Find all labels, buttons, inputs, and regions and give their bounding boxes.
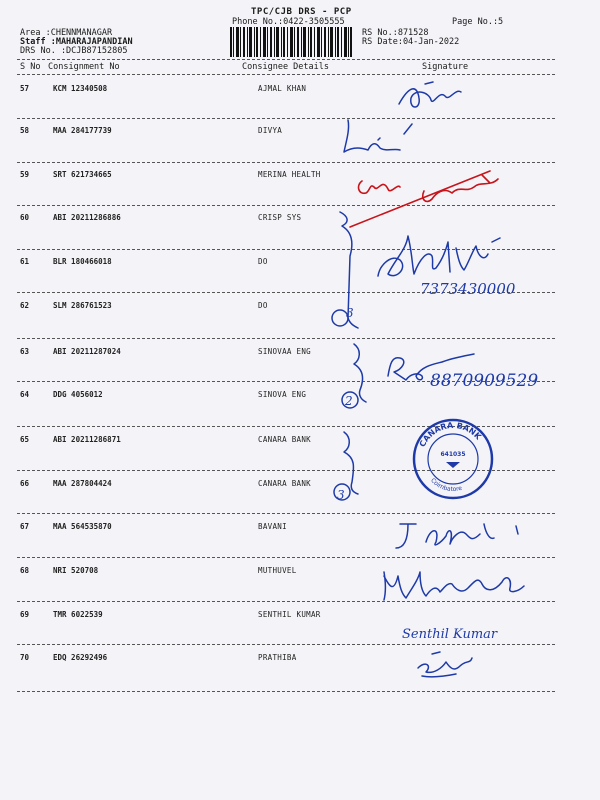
- row-consignment-number: SRT 621734665: [53, 170, 112, 179]
- row-serial-number: 63: [20, 347, 30, 356]
- row-consignee-name: DO: [258, 257, 268, 266]
- row-consignment-number: ABI 20211286886: [53, 213, 121, 222]
- signature-69: [400, 616, 520, 646]
- svg-text:Senthil Kumar: Senthil Kumar: [402, 627, 498, 642]
- svg-text:641035: 641035: [440, 451, 466, 458]
- row-consignee-name: MUTHUVEL: [258, 566, 297, 575]
- row-serial-number: 61: [20, 257, 30, 266]
- row-consignment-number: DDG 4056012: [53, 390, 103, 399]
- row-consignment-number: KCM 12340508: [53, 84, 108, 93]
- row-consignment-number: MAA 284177739: [53, 126, 112, 135]
- row-serial-number: 60: [20, 213, 30, 222]
- row-consignment-number: MAA 564535870: [53, 522, 112, 531]
- row-serial-number: 57: [20, 84, 30, 93]
- brace-66-number: [335, 484, 355, 504]
- brace-64-number: [343, 390, 363, 410]
- row-serial-number: 64: [20, 390, 30, 399]
- row-consignee-name: CRISP SYS: [258, 213, 302, 222]
- row-consignment-number: BLR 180466018: [53, 257, 112, 266]
- rs-number: RS No.:871528: [362, 28, 429, 38]
- row-consignee-name: SINOVAA ENG: [258, 347, 311, 356]
- rs-date: RS Date:04-Jan-2022: [362, 37, 460, 47]
- row-divider: [17, 338, 555, 339]
- row-serial-number: 68: [20, 566, 30, 575]
- row-divider: [17, 162, 555, 163]
- row-serial-number: 65: [20, 435, 30, 444]
- document-title: TPC/CJB DRS - PCP: [251, 7, 352, 17]
- svg-text:CANARA BANK: CANARA BANK: [417, 420, 483, 449]
- row-consignment-number: TMR 6022539: [53, 610, 103, 619]
- barcode-image: [230, 27, 352, 57]
- row-serial-number: 70: [20, 653, 30, 662]
- signature-60-62: [372, 228, 522, 300]
- column-header-consignee: Consignee Details: [242, 62, 329, 72]
- row-consignee-name: DIVYA: [258, 126, 283, 135]
- row-consignee-name: PRATHIBA: [258, 653, 297, 662]
- row-consignee-name: MERINA HEALTH: [258, 170, 321, 179]
- svg-text:8870909529: 8870909529: [430, 371, 539, 391]
- column-header-signature: Signature: [422, 62, 469, 72]
- column-header-consignment: Consignment No: [48, 62, 120, 72]
- footer-divider: [17, 691, 555, 692]
- row-consignment-number: ABI 20211286871: [53, 435, 121, 444]
- row-serial-number: 59: [20, 170, 30, 179]
- header-divider: [17, 59, 555, 60]
- svg-text:Coimbatore: Coimbatore: [429, 477, 463, 494]
- signature-57: [395, 78, 475, 116]
- row-consignee-name: CANARA BANK: [258, 479, 311, 488]
- signature-67: [390, 514, 530, 558]
- row-divider: [17, 118, 555, 119]
- svg-text:3: 3: [337, 488, 345, 502]
- row-serial-number: 62: [20, 301, 30, 310]
- staff-field: Staff :MAHARAJAPANDIAN: [20, 37, 133, 47]
- signature-70: [412, 646, 482, 680]
- bank-seal-stamp: [412, 418, 494, 500]
- signature-68: [378, 562, 543, 608]
- row-consignee-name: SENTHIL KUMAR: [258, 610, 321, 619]
- brace-62-number: [342, 300, 362, 324]
- column-header-divider: [17, 74, 555, 75]
- row-consignment-number: ABI 20211287024: [53, 347, 121, 356]
- column-header-sno: S No: [20, 62, 41, 72]
- area-field: Area :CHENNMANAGAR: [20, 28, 113, 38]
- row-consignee-name: BAVANI: [258, 522, 287, 531]
- phone-number: Phone No.:0422-3505555: [232, 17, 345, 27]
- row-serial-number: 58: [20, 126, 30, 135]
- row-consignment-number: NRI 520708: [53, 566, 99, 575]
- row-serial-number: 69: [20, 610, 30, 619]
- page-number: Page No.:5: [452, 17, 504, 27]
- signature-63-64: [378, 346, 600, 392]
- row-consignment-number: SLM 286761523: [53, 301, 112, 310]
- row-consignee-name: SINOVA ENG: [258, 390, 307, 399]
- row-consignee-name: CANARA BANK: [258, 435, 311, 444]
- signature-58: [340, 112, 430, 162]
- svg-text:2: 2: [345, 394, 353, 408]
- row-serial-number: 67: [20, 522, 30, 531]
- drs-number: DRS No. :DCJB87152805: [20, 46, 128, 56]
- row-consignment-number: MAA 287804424: [53, 479, 112, 488]
- row-consignee-name: AJMAL KHAN: [258, 84, 307, 93]
- svg-text:7373430000: 7373430000: [420, 280, 516, 298]
- row-serial-number: 66: [20, 479, 30, 488]
- svg-text:3: 3: [346, 306, 354, 320]
- brace-65-66: [330, 428, 370, 518]
- row-consignment-number: EDQ 26292496: [53, 653, 108, 662]
- row-consignee-name: DO: [258, 301, 268, 310]
